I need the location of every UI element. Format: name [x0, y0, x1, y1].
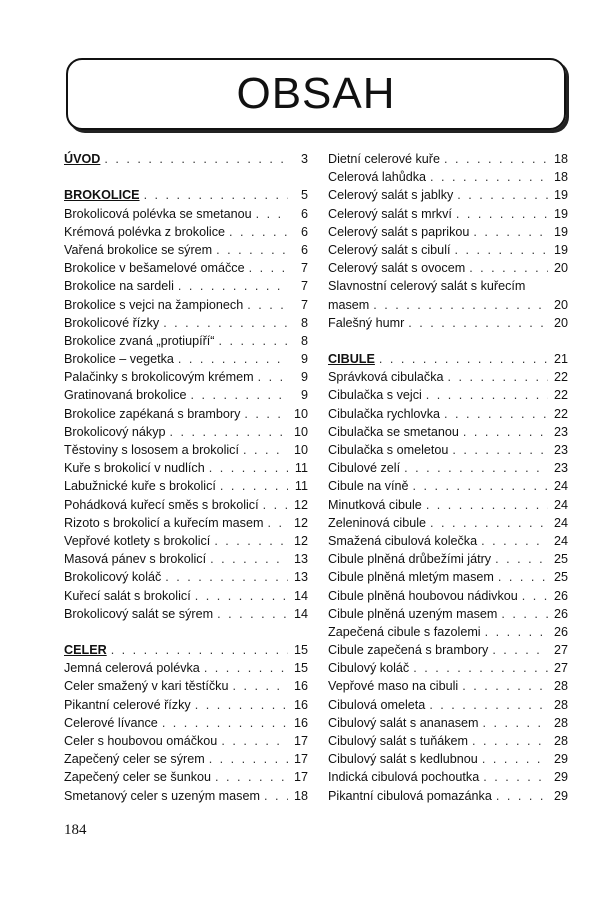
toc-entry-title: Labužnické kuře s brokolicí [64, 479, 216, 494]
toc-entry [328, 368, 568, 386]
toc-entry-page: 16 [293, 697, 308, 712]
toc-entry [328, 568, 568, 586]
toc-entry-title: Gratinovaná brokolice [64, 388, 187, 403]
section-gap [328, 332, 568, 350]
toc-entry-page: 10 [293, 406, 308, 421]
toc-entry-page: 20 [553, 261, 568, 276]
toc-entry-page: 11 [294, 461, 308, 476]
toc-entry [328, 787, 568, 805]
toc-entry [64, 677, 308, 695]
toc-leader-dots [492, 641, 548, 659]
toc-entry [328, 223, 568, 241]
toc-entry-title: Cibulačka s omeletou [328, 443, 449, 458]
toc-entry-title: Cibule plněná mletým masem [328, 570, 494, 585]
toc-entry-title: Cibulačka rychlovka [328, 406, 440, 421]
toc-entry-page: 26 [553, 606, 568, 621]
toc-entry [64, 277, 308, 295]
toc-leader-dots [214, 532, 288, 550]
toc-entry-title: Cibule plněná houbovou nádivkou [328, 588, 518, 603]
toc-entry-page: 19 [553, 242, 568, 257]
toc-leader-dots [111, 641, 288, 659]
toc-entry-page: 24 [553, 497, 568, 512]
toc-entry-page: 12 [293, 515, 308, 530]
toc-leader-dots [501, 605, 548, 623]
toc-leader-dots [215, 768, 288, 786]
toc-entry-page: 19 [553, 206, 568, 221]
toc-entry-title: Brokolicový koláč [64, 570, 162, 585]
toc-entry [328, 714, 568, 732]
toc-entry-page: 9 [300, 352, 308, 367]
toc-leader-dots [195, 587, 288, 605]
toc-entry-title: Brokolicový salát se sýrem [64, 606, 214, 621]
page-title: OBSAH [236, 69, 396, 118]
toc-entry-title: Brokolicový nákyp [64, 424, 166, 439]
toc-entry [328, 623, 568, 641]
toc-entry [328, 696, 568, 714]
toc-leader-dots [217, 605, 288, 623]
toc-leader-dots [163, 314, 288, 332]
toc-entry-page: 3 [300, 152, 308, 166]
toc-entry-title: Brokolice v bešamelové omáčce [64, 261, 245, 276]
toc-leader-dots [522, 587, 548, 605]
toc-left-column [64, 150, 308, 805]
toc-leader-dots [413, 477, 548, 495]
toc-leader-dots [456, 205, 548, 223]
toc-entry [328, 186, 568, 204]
toc-entry-title: Minutková cibule [328, 497, 422, 512]
toc-entry-title: Krémová polévka z brokolice [64, 224, 225, 239]
toc-entry [328, 732, 568, 750]
toc-entry [64, 532, 308, 550]
toc-leader-dots [404, 459, 548, 477]
toc-entry [328, 405, 568, 423]
toc-entry-title: Kuře s brokolicí v nudlích [64, 461, 205, 476]
toc-leader-dots [264, 787, 288, 805]
toc-leader-dots [162, 714, 288, 732]
toc-entry-page: 25 [553, 552, 568, 567]
toc-section-heading [328, 350, 568, 368]
toc-entry-title: Smažená cibulová kolečka [328, 533, 478, 548]
toc-entry-title: Cibulačka s vejci [328, 388, 422, 403]
toc-entry-title: Pikantní celerové řízky [64, 697, 191, 712]
toc-entry-page: 26 [553, 588, 568, 603]
toc-leader-dots [379, 350, 548, 368]
toc-entry-title: Vepřové kotlety s brokolicí [64, 533, 211, 548]
toc-entry-title: Celer smažený v kari těstíčku [64, 679, 229, 694]
toc-entry-page: 23 [553, 424, 568, 439]
toc-entry-page: 24 [553, 533, 568, 548]
toc-leader-dots [267, 514, 288, 532]
section-gap [64, 623, 308, 641]
toc-entry [328, 423, 568, 441]
toc-entry [328, 532, 568, 550]
toc-entry [64, 350, 308, 368]
toc-leader-dots [243, 441, 288, 459]
toc-entry-title: Cibulový koláč [328, 661, 410, 676]
toc-entry [328, 587, 568, 605]
toc-entry-title: Cibule zapečená s brambory [328, 643, 489, 658]
toc-leader-dots [452, 441, 548, 459]
toc-leader-dots [469, 259, 548, 277]
toc-leader-dots [373, 296, 548, 314]
toc-entry-page: 28 [553, 734, 568, 749]
toc-leader-dots [473, 223, 548, 241]
toc-entry-page: 15 [293, 643, 308, 658]
toc-leader-dots [258, 368, 288, 386]
toc-entry [328, 150, 568, 168]
toc-entry [328, 768, 568, 786]
toc-entry-page: 25 [553, 570, 568, 585]
toc-entry [64, 587, 308, 605]
toc-entry [328, 514, 568, 532]
toc-entry-title: Pohádková kuřecí směs s brokolicí [64, 497, 259, 512]
toc-entry [328, 441, 568, 459]
toc-entry [64, 241, 308, 259]
toc-entry-title: Cibulové zelí [328, 461, 401, 476]
toc-entry [328, 241, 568, 259]
toc-leader-dots [229, 223, 288, 241]
toc-entry [64, 514, 308, 532]
toc-entry [64, 768, 308, 786]
toc-entry-title: Falešný humr [328, 315, 405, 330]
toc-entry-title: Cibulový salát s ananasem [328, 715, 479, 730]
toc-entry-page: 29 [553, 770, 568, 785]
toc-leader-dots [178, 350, 288, 368]
toc-leader-dots [256, 205, 288, 223]
toc-entry [328, 277, 568, 313]
toc-entry [64, 659, 308, 677]
toc-entry-page: 13 [293, 570, 308, 585]
toc-entry-page: 9 [300, 388, 308, 403]
toc-entry-title: Palačinky s brokolicovým krémem [64, 370, 254, 385]
toc-entry-title: Rizoto s brokolicí a kuřecím masem [64, 515, 264, 530]
toc-entry [328, 459, 568, 477]
toc-entry [328, 677, 568, 695]
toc-entry-title: Brokolice zapékaná s brambory [64, 406, 241, 421]
toc-leader-dots [263, 496, 288, 514]
toc-entry-page: 7 [300, 261, 308, 276]
toc-entry-title: Celerový salát s ovocem [328, 261, 466, 276]
toc-leader-dots [444, 150, 548, 168]
toc-leader-dots [191, 386, 288, 404]
toc-entry-page: 16 [293, 679, 308, 694]
section-gap [64, 168, 308, 186]
toc-entry-title: Cibule plněná drůbežími játry [328, 552, 492, 567]
toc-leader-dots [216, 241, 288, 259]
toc-entry-title: Kuřecí salát s brokolicí [64, 588, 191, 603]
toc-section-heading [64, 186, 308, 204]
toc-entry [328, 477, 568, 495]
toc-entry [328, 205, 568, 223]
toc-entry-page: 17 [293, 734, 308, 748]
toc-entry [64, 714, 308, 732]
toc-entry-title-cont: masem [328, 297, 370, 312]
toc-leader-dots [232, 677, 288, 695]
toc-entry-page: 5 [300, 188, 308, 203]
toc-entry [64, 441, 308, 459]
toc-right-column [328, 150, 568, 805]
toc-entry [328, 314, 568, 332]
toc-entry-page: 20 [553, 315, 568, 330]
toc-entry-page: 11 [294, 479, 308, 494]
toc-entry-page: 9 [300, 370, 308, 385]
toc-entry-page: 27 [553, 643, 568, 658]
toc-leader-dots [463, 423, 548, 441]
toc-entry-title: Brokolice – vegetka [64, 352, 174, 367]
toc-entry-page: 8 [300, 315, 308, 330]
toc-heading-title: CIBULE [328, 352, 375, 367]
toc-leader-dots [144, 186, 288, 204]
toc-entry-title: Celerový salát s mrkví [328, 206, 452, 221]
toc-entry [328, 259, 568, 277]
toc-entry-title: Brokolice zvaná „protiupíří“ [64, 333, 215, 348]
toc-entry-page: 24 [553, 515, 568, 530]
toc-entry-title: Cibulový salát s tuňákem [328, 734, 468, 749]
toc-entry-title: Brokolicové řízky [64, 315, 160, 330]
toc-leader-dots [413, 659, 548, 677]
toc-leader-dots [220, 477, 288, 495]
toc-leader-dots [426, 496, 548, 514]
toc-leader-dots [209, 750, 288, 768]
toc-entry-title: Vepřové maso na cibuli [328, 679, 459, 694]
toc-entry-page: 7 [300, 297, 308, 312]
toc-entry [64, 496, 308, 514]
toc-leader-dots [483, 714, 548, 732]
toc-leader-dots [219, 332, 289, 350]
toc-entry-page: 10 [293, 424, 308, 439]
toc-entry-title: Celerová lahůdka [328, 170, 427, 185]
toc-entry-title: Brokolice na sardeli [64, 279, 174, 294]
toc-entry-page: 22 [553, 370, 568, 385]
toc-entry-title: Cibulačka se smetanou [328, 424, 459, 439]
toc-leader-dots [448, 368, 548, 386]
toc-leader-dots [457, 186, 548, 204]
toc-leader-dots [408, 314, 548, 332]
toc-entry-page: 24 [553, 479, 568, 494]
title-box [66, 58, 566, 130]
toc-leader-dots [195, 696, 288, 714]
toc-heading-title: BROKOLICE [64, 188, 140, 203]
toc-leader-dots [247, 296, 288, 314]
toc-leader-dots [209, 459, 288, 477]
toc-leader-dots [244, 405, 288, 423]
toc-entry [328, 386, 568, 404]
toc-entry [64, 332, 308, 350]
toc-entry-page: 23 [553, 443, 568, 458]
toc-entry-title: Celerový salát s paprikou [328, 224, 470, 239]
toc-entry-page: 7 [300, 279, 308, 294]
toc-entry [64, 477, 308, 495]
toc-entry [64, 386, 308, 404]
toc-entry-title: Správková cibulačka [328, 370, 444, 385]
toc-entry [328, 750, 568, 768]
toc-entry-page: 14 [293, 606, 308, 621]
toc-entry-page: 19 [553, 188, 568, 203]
toc-entry [328, 550, 568, 568]
toc-entry [64, 314, 308, 332]
toc-leader-dots [178, 277, 288, 295]
toc-entry [64, 568, 308, 586]
toc-entry-title: Celerové lívance [64, 715, 158, 730]
toc-entry [64, 550, 308, 568]
toc-leader-dots [426, 386, 548, 404]
toc-entry-page: 22 [553, 388, 568, 403]
toc-leader-dots [170, 423, 289, 441]
toc-entry-title: Zeleninová cibule [328, 515, 427, 530]
toc-entry-page: 12 [293, 533, 308, 548]
toc-entry [64, 223, 308, 241]
toc-entry [64, 696, 308, 714]
toc-entry-title: Dietní celerové kuře [328, 152, 440, 166]
toc-entry-title: Celer s houbovou omáčkou [64, 734, 218, 748]
toc-entry-title: Těstoviny s lososem a brokolicí [64, 443, 239, 457]
toc-entry-page: 12 [293, 497, 308, 512]
toc-entry-page: 27 [553, 661, 568, 676]
toc-leader-dots [485, 623, 548, 641]
toc-leader-dots [481, 532, 548, 550]
toc-entry-title: Cibule na víně [328, 479, 409, 494]
toc-entry [64, 423, 308, 441]
toc-entry-page: 29 [553, 788, 568, 803]
toc-entry-title: Vařená brokolice se sýrem [64, 242, 213, 257]
toc-entry-title: Cibulový salát s kedlubnou [328, 752, 478, 767]
toc-entry-page: 8 [300, 333, 308, 348]
toc-leader-dots [430, 514, 548, 532]
toc-entry-title: Brokolicová polévka se smetanou [64, 206, 252, 221]
toc-entry-page: 6 [300, 206, 308, 221]
toc-entry [64, 296, 308, 314]
toc-entry-page: 18 [293, 788, 308, 803]
toc-section-heading [64, 641, 308, 659]
toc-leader-dots [165, 568, 288, 586]
toc-entry-title: Jemná celerová polévka [64, 661, 200, 676]
toc-entry-page: 20 [553, 297, 568, 312]
toc-heading-title: CELER [64, 643, 107, 658]
toc-entry-page: 18 [553, 170, 568, 185]
toc-entry [64, 787, 308, 805]
toc-entry-page: 16 [293, 715, 308, 730]
toc-leader-dots [429, 696, 548, 714]
toc-entry-title: Brokolice s vejci na žampionech [64, 297, 244, 312]
page-number: 184 [64, 822, 87, 838]
toc-entry-title: Zapečená cibule s fazolemi [328, 624, 481, 639]
toc-entry-page: 18 [553, 152, 568, 166]
toc-leader-dots [462, 677, 548, 695]
toc-leader-dots [444, 405, 548, 423]
toc-entry-title: Zapečený celer se sýrem [64, 752, 205, 767]
toc-entry [64, 732, 308, 750]
toc-entry-title: Smetanový celer s uzeným masem [64, 788, 260, 803]
toc-entry [64, 459, 308, 477]
toc-leader-dots [210, 550, 288, 568]
toc-entry-page: 6 [300, 224, 308, 239]
toc-entry [64, 205, 308, 223]
toc-leader-dots [104, 150, 288, 168]
toc-leader-dots [204, 659, 288, 677]
toc-entry-page: 28 [553, 715, 568, 730]
toc-entry-page: 10 [293, 443, 308, 457]
toc-leader-dots [249, 259, 288, 277]
toc-entry-page: 29 [553, 752, 568, 767]
toc-entry-page: 17 [293, 770, 308, 785]
toc-entry-title: Cibulová omeleta [328, 697, 426, 712]
toc-entry [328, 168, 568, 186]
toc-entry-title: Celerový salát s jablky [328, 188, 454, 203]
toc-entry-page: 26 [553, 624, 568, 639]
toc-entry-title: Celerový salát s cibulí [328, 242, 451, 257]
toc-entry [64, 605, 308, 623]
toc-entry-page: 28 [553, 679, 568, 694]
toc-entry [64, 259, 308, 277]
toc-heading-title: ÚVOD [64, 152, 101, 166]
toc-entry-title: Masová pánev s brokolicí [64, 552, 207, 567]
toc-entry-page: 28 [553, 697, 568, 712]
toc-entry-title: Zapečený celer se šunkou [64, 770, 212, 785]
toc-leader-dots [430, 168, 548, 186]
toc-entry [64, 368, 308, 386]
toc-entry-page: 22 [553, 406, 568, 421]
toc-leader-dots [482, 750, 548, 768]
toc-entry-page: 6 [300, 242, 308, 257]
toc-leader-dots [455, 241, 549, 259]
toc-leader-dots [496, 787, 548, 805]
toc-entry-title: Pikantní cibulová pomazánka [328, 788, 492, 803]
toc-entry [328, 605, 568, 623]
toc-entry-title: Indická cibulová pochoutka [328, 770, 480, 785]
toc-entry-title: Slavnostní celerový salát s kuřecím [328, 279, 526, 294]
toc-leader-dots [472, 732, 548, 750]
toc-entry-page: 14 [293, 588, 308, 603]
toc-entry-page: 21 [553, 352, 568, 367]
toc-entry-page: 23 [553, 461, 568, 476]
toc-entry-page: 17 [293, 752, 308, 767]
toc-entry [328, 496, 568, 514]
toc-entry-page: 13 [293, 552, 308, 567]
toc-entry [328, 659, 568, 677]
toc-entry-title: Cibule plněná uzeným masem [328, 606, 498, 621]
toc-leader-dots [495, 550, 548, 568]
toc-entry-page: 15 [293, 661, 308, 676]
toc-leader-dots [221, 732, 288, 750]
toc-leader-dots [498, 568, 548, 586]
toc-section-heading [64, 150, 308, 168]
toc-leader-dots [483, 768, 548, 786]
toc-entry-page: 19 [553, 224, 568, 239]
toc-entry [64, 750, 308, 768]
toc-entry [64, 405, 308, 423]
toc-entry [328, 641, 568, 659]
